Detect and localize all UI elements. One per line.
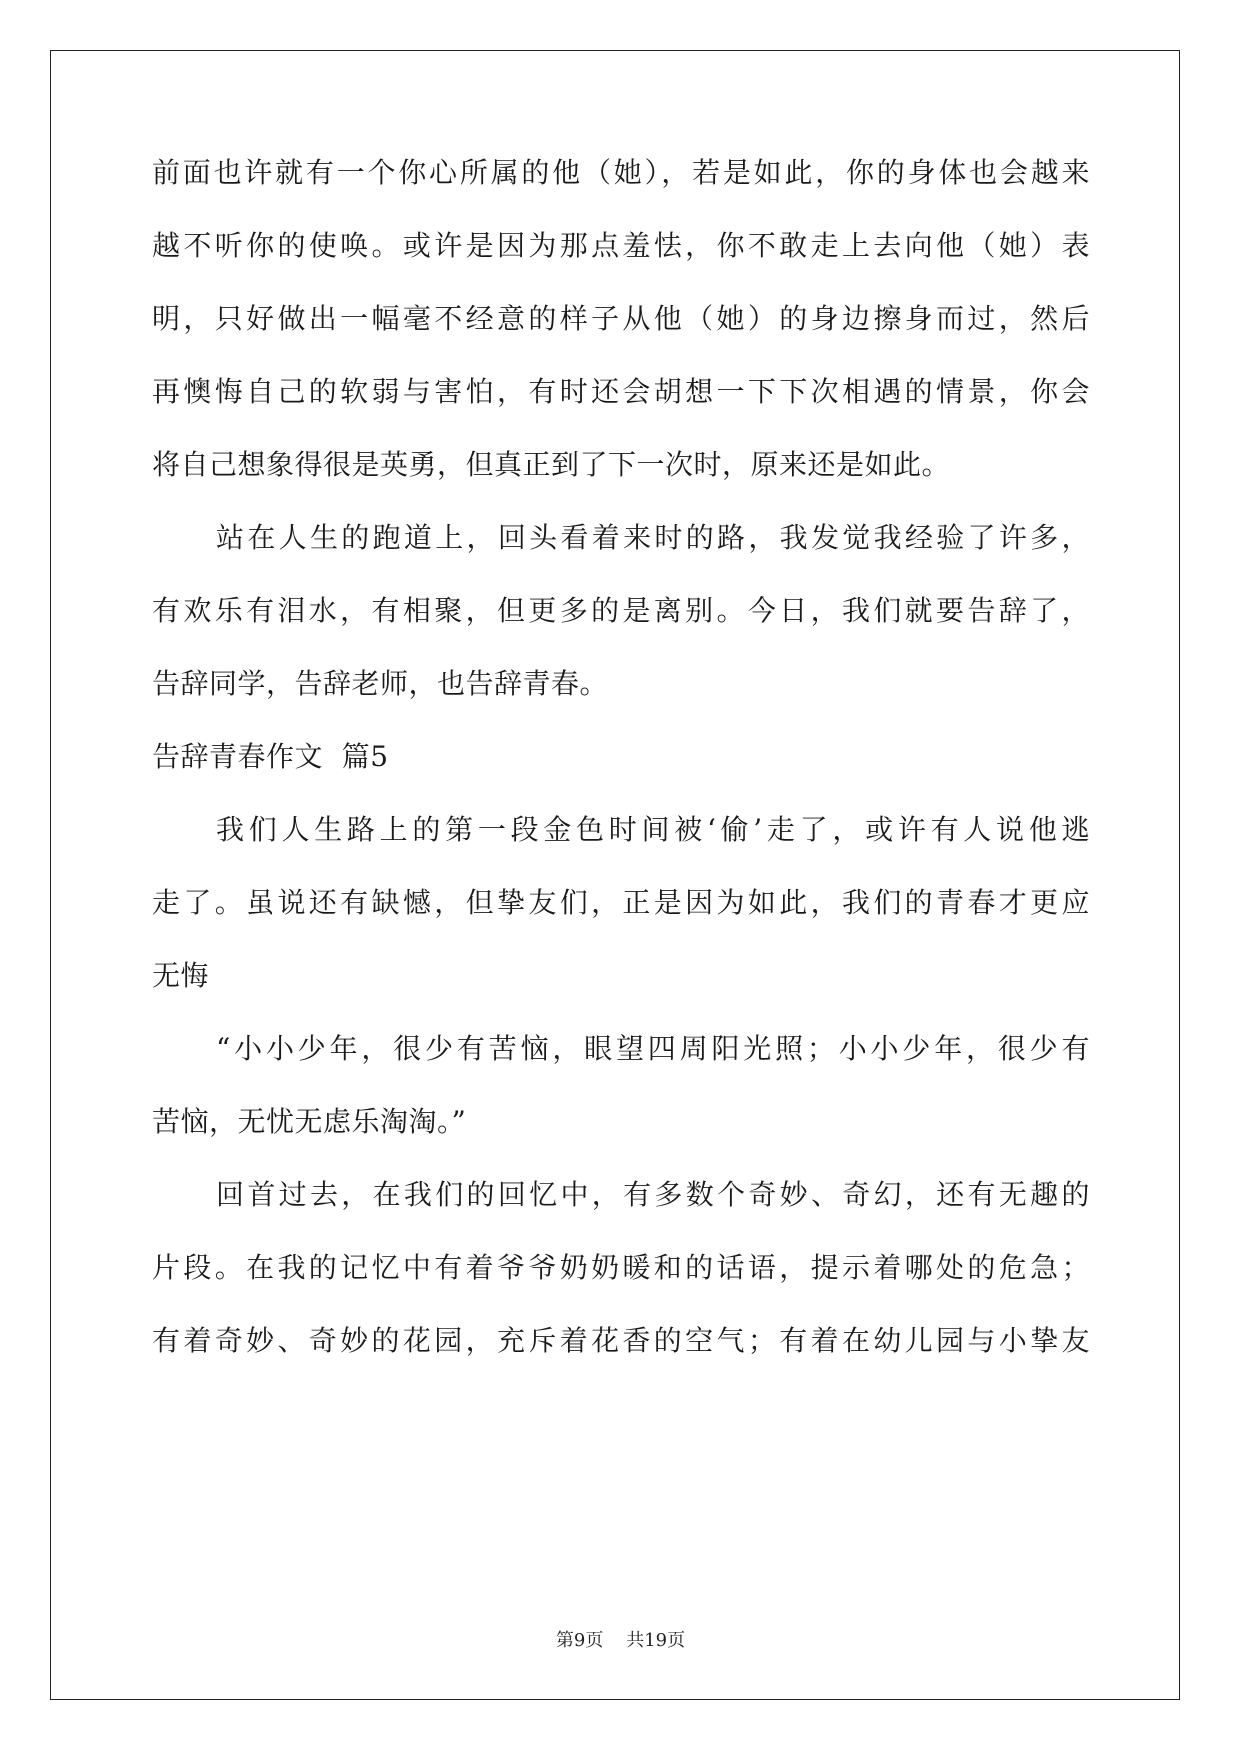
paragraph-line: “小小少年，很少有苦恼，眼望四周阳光照；小小少年，很少有 <box>216 1032 1090 1065</box>
paragraph-line: 告辞同学，告辞老师，也告辞青春。 <box>152 667 609 700</box>
paragraph-line: 无悔 <box>152 959 210 992</box>
page-footer <box>0 1626 1241 1652</box>
page-number: 第9页 共19页 <box>555 1630 686 1651</box>
page-border <box>50 50 1180 1700</box>
paragraph-line: 回首过去，在我们的回忆中，有多数个奇妙、奇幻，还有无趣的 <box>216 1178 1090 1211</box>
section-heading: 告辞青春作文 篇5 <box>152 740 389 773</box>
paragraph-line: 走了。虽说还有缺憾，但挚友们，正是因为如此，我们的青春才更应 <box>152 886 1090 919</box>
paragraph-line: 明，只好做出一幅毫不经意的样子从他（她）的身边擦身而过，然后 <box>152 302 1090 335</box>
paragraph-line: 我们人生路上的第一段金色时间被‘偷’走了，或许有人说他逃 <box>216 813 1090 846</box>
paragraph-line: 有着奇妙、奇妙的花园，充斥着花香的空气；有着在幼儿园与小挚友 <box>152 1324 1090 1357</box>
paragraph-line: 将自己想象得很是英勇，但真正到了下一次时，原来还是如此。 <box>152 448 951 481</box>
paragraph-line: 越不听你的使唤。或许是因为那点羞怯，你不敢走上去向他（她）表 <box>152 229 1090 262</box>
paragraph-line: 站在人生的跑道上，回头看着来时的路，我发觉我经验了许多， <box>216 521 1090 554</box>
paragraph-line: 苦恼，无忧无虑乐淘淘。” <box>152 1105 467 1138</box>
paragraph-line: 有欢乐有泪水，有相聚，但更多的是离别。今日，我们就要告辞了， <box>152 594 1090 627</box>
paragraph-line: 再懊悔自己的软弱与害怕，有时还会胡想一下下次相遇的情景，你会 <box>152 375 1090 408</box>
paragraph-line: 片段。在我的记忆中有着爷爷奶奶暖和的话语，提示着哪处的危急； <box>152 1251 1090 1284</box>
paragraph-line: 前面也许就有一个你心所属的他（她），若是如此，你的身体也会越来 <box>152 156 1090 189</box>
